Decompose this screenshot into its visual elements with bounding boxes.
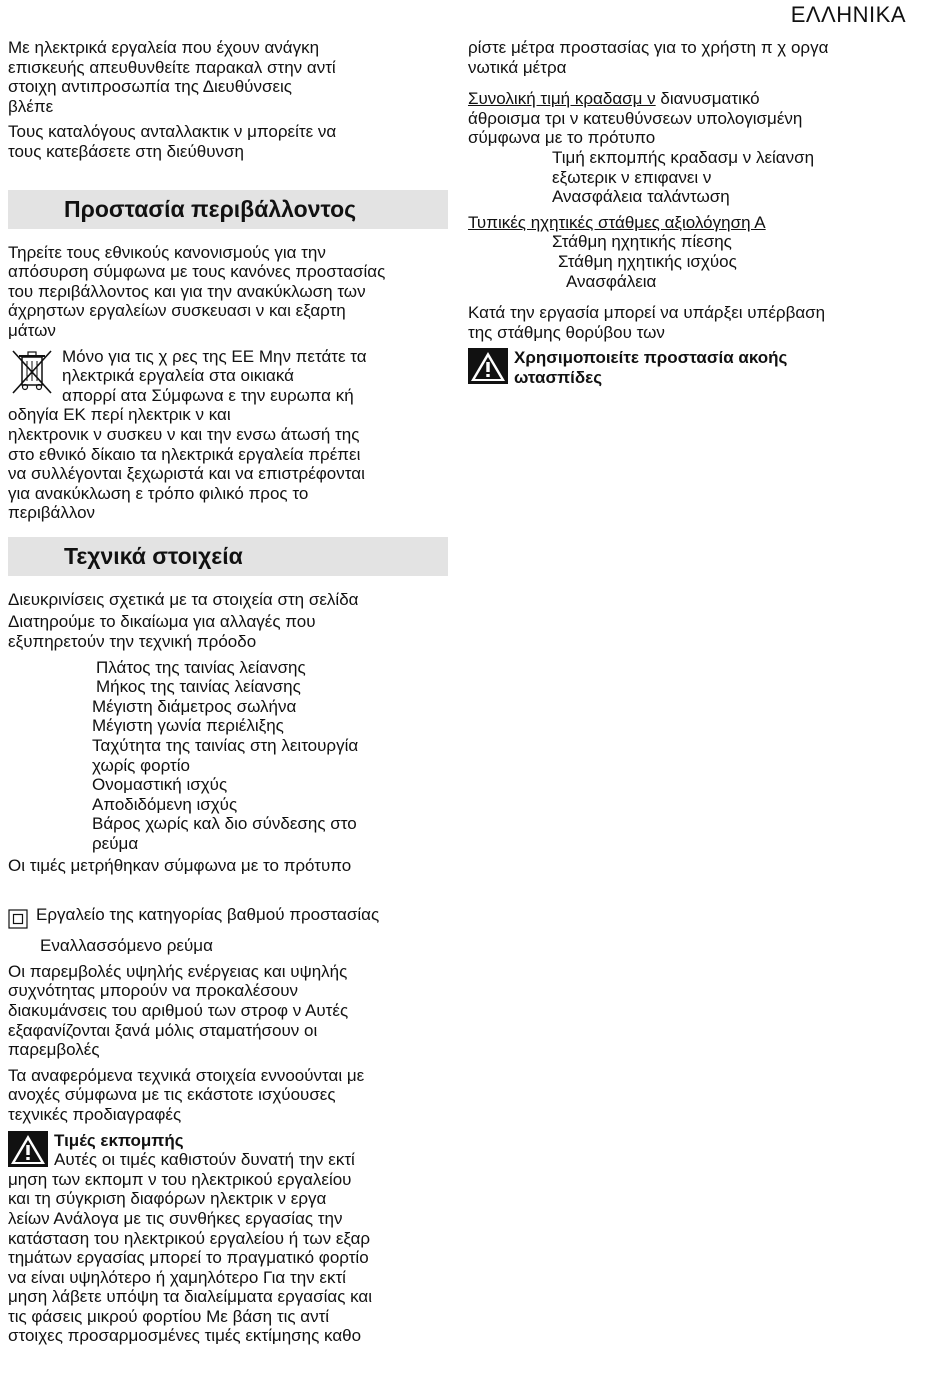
noise-heading: Τυπικές ηχητικές στάθμες αξιολόγηση Α: [468, 212, 766, 232]
protection-class-ii-icon: [8, 909, 28, 929]
sound-pressure-label: Στάθμη ηχητικής πίεσης: [552, 232, 732, 252]
eu-disposal-block: [8, 347, 448, 406]
eu-disposal-continued: οδηγία ΕΚ περί ηλεκτρικ ν και ηλεκτρονικ ν συσκευ ν και την ενσω άτωσή της στο εθνικό δίκαιο τα ηλεκτρικά εργαλεία πρέπει να συλλέγονται ξεχωριστά και να επιστρέφονται για ανακύκλωση ε τρόπο φιλικό προς το περιβάλλον: [8, 405, 365, 523]
tolerance-paragraph: Τα αναφερόμενα τεχνικά στοιχεία εννοούνται με ανοχές σύμφωνα με τις εκάστοτε ισχύουσες τεχνικές προδιαγραφές: [8, 1065, 365, 1124]
ac-current-text: Εναλλασσόμενο ρεύμα: [40, 936, 213, 956]
measured-standard: Οι τιμές μετρήθηκαν σύμφωνα με το πρότυπο: [8, 855, 352, 875]
emission-heading: Τιμές εκπομπής: [54, 1130, 184, 1150]
sound-power-label: Στάθμη ηχητικής ισχύος: [558, 251, 737, 271]
environment-heading: Προστασία περιβάλλοντος: [8, 190, 448, 229]
tech-clarification: Διευκρινίσεις σχετικά με τα στοιχεία στη σελίδα: [8, 589, 359, 609]
vibration-paragraph: [468, 89, 908, 148]
spec-list-main: Μέγιστη διάμετρος σωλήνα Μέγιστη γωνία περιέλιξης Ταχύτητα της ταινίας στη λειτουργία χωρίς φορτίο Ονομαστική ισχύς Αποδιδόμενη ισχύς Βάρος χωρίς καλ διο σύνδεσης στο ρεύμα: [92, 696, 359, 853]
emission-text-start: Αυτές οι τιμές καθιστούν δυνατή την εκτί: [54, 1150, 355, 1170]
emission-block: [8, 1131, 448, 1170]
protection-class-row: [8, 905, 448, 929]
technical-data-heading: Τεχνικά στοιχεία: [8, 537, 448, 576]
spec-list-belt: Πλάτος της ταινίας λείανσης Μήκος της ταινίας λείανσης: [96, 657, 306, 697]
warning-triangle-icon: [8, 1131, 48, 1167]
ear-protection-block: [468, 348, 908, 387]
ear-protection-warning: Χρησιμοποιείτε προστασία ακοής ωτασπίδες: [514, 348, 788, 387]
repair-paragraph: Με ηλεκτρικά εργαλεία που έχουν ανάγκη επισκευής απευθυνθείτε παρακαλ στην αντί στοιχη αντιπροσωπία της Διευθύνσεις βλέπε: [8, 38, 336, 116]
vibration-heading: Συνολική τιμή κραδασμ ν: [468, 89, 656, 109]
catalog-paragraph: Τους καταλόγους ανταλλακτικ ν μπορείτε να τους κατεβάσετε στη διεύθυνση: [8, 122, 337, 161]
tech-rights: Διατηρούμε το δικαίωμα για αλλαγές που εξυπηρετούν την τεχνική πρόοδο: [8, 612, 316, 652]
noise-exceed-paragraph: Κατά την εργασία μπορεί να υπάρξει υπέρβαση της στάθμης θορύβου των: [468, 303, 826, 342]
protective-measures: ρίστε μέτρα προστασίας για το χρήστη π χ οργα νωτικά μέτρα: [468, 38, 829, 77]
environment-paragraph: Τηρείτε τους εθνικούς κανονισμούς για την απόσυρση σύμφωνα με τους κανόνες προστασίας του περιβάλλοντος και για την ανακύκλωση των άχρηστων εργαλείων συσκευασι ν και εξαρτη μάτων: [8, 242, 386, 340]
protection-class-text: Εργαλείο της κατηγορίας βαθμού προστασίας: [36, 905, 380, 925]
vibration-values: Τιμή εκπομπής κραδασμ ν λείανση εξωτερικ ν επιφανει ν Ανασφάλεια ταλάντωση: [552, 147, 815, 207]
emission-text: μηση των εκπομπ ν του ηλεκτρικού εργαλείου και τη σύγκριση διαφόρων ηλεκτρικ ν εργα λείων Ανάλογα με τις συνθήκες εργασίας την κατάσταση του ηλεκτρικού εργαλείου ή των εξαρ τημάτων εργασίας μπορεί το πραγματικό φορτίο να είναι υψηλότερο ή χαμηλότερο Για την εκτί μηση λάβετε υπόψη τα διαλείμματα εργασίας και τις φάσεις μικρού φορτίου Με βάση τις αντί στοιχες προσαρμοσμένες τιμές εκτίμησης καθο: [8, 1169, 373, 1346]
crossed-wheelie-bin-icon: [8, 347, 56, 397]
eu-disposal-text: Μόνο για τις χ ρες της ΕΕ Μην πετάτε τα ηλεκτρικά εργαλεία στα οικιακά απορρί ατα Σύμφωνα ε την ευρωπα κή: [62, 346, 367, 405]
right-column: [468, 38, 908, 388]
language-label: ΕΛΛΗΝΙΚΑ: [790, 2, 906, 27]
noise-uncertainty-label: Ανασφάλεια: [566, 271, 657, 291]
warning-triangle-icon: [468, 348, 508, 384]
vibration-heading-rest: διανυσματικό άθροισμα τρι ν κατευθύνσεων υπολογισμένη σύμφωνα με το πρότυπο: [468, 89, 803, 148]
left-column: [8, 38, 448, 1352]
interference-paragraph: Οι παρεμβολές υψηλής ενέργειας και υψηλής συχνότητας μπορούν να προκαλέσουν διακυμάνσεις του αριθμού των στροφ ν Αυτές εξαφανίζονται ξανά μόλις σταματήσουν οι παρεμβολές: [8, 961, 349, 1060]
